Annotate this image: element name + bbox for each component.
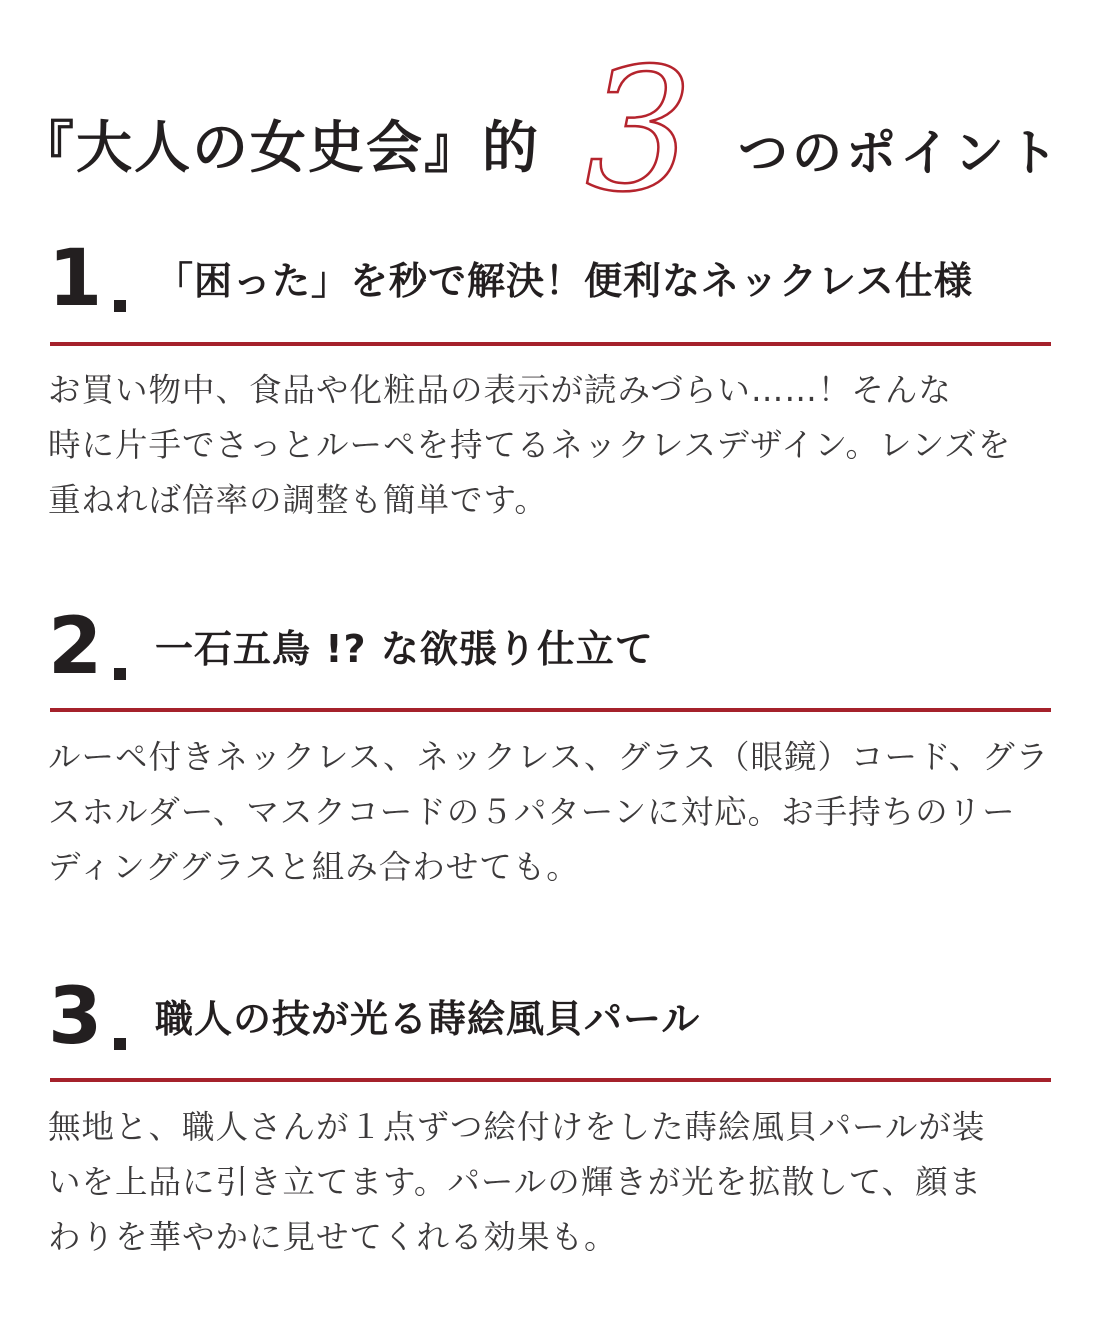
point-title: 「困った」を秒で解決！便利なネックレス仕様 [155,259,973,303]
point-body-line: 無地と、職人さんが１点ずつ絵付けをした蒔絵風貝パールが装 [48,1108,986,1146]
point-body [48,730,1058,895]
point-body-line: スホルダー、マスクコードの５パターンに対応。お手持ちのリー [48,793,1016,831]
point-number: 1 [48,234,103,324]
point-section-2 [0,602,1100,886]
point-body-line: 時に片手でさっとルーペを持てるネックレスデザイン。レンズを [48,426,1012,464]
point-body-line: ルーペ付きネックレス、ネックレス、グラス（眼鏡）コード、グラ [48,738,1050,776]
page-header [0,32,1100,230]
point-body-line: いを上品に引き立てます。パールの輝きが光を拡散して、顔ま [48,1163,983,1201]
point-title: 一石五鳥 !? な欲張り仕立て [155,627,654,671]
point-heading [0,234,1100,340]
header-title-number: 3 [585,32,694,230]
point-body-line: 重ねれば倍率の調整も簡単です。 [48,481,548,519]
point-divider [50,1078,1051,1082]
point-divider [50,342,1051,346]
point-divider [50,708,1051,712]
point-number-dot [114,668,126,680]
point-title: 職人の技が光る蒔絵風貝パール [155,997,701,1041]
point-heading [0,972,1100,1078]
header-title-left: 『大人の女史会』的 [18,115,540,181]
point-number: 2 [48,602,103,692]
point-body-line: お買い物中、食品や化粧品の表示が読みづらい……！そんな [48,371,952,409]
point-number: 3 [48,972,103,1062]
point-body-line: わりを華やかに見せてくれる効果も。 [48,1218,618,1256]
point-body [48,1100,1058,1265]
point-body [48,363,1058,528]
point-number-dot [114,300,126,312]
point-heading [0,602,1100,708]
point-section-1 [0,234,1100,519]
header-title-right: つのポイント [738,124,1062,182]
point-section-3 [0,972,1100,1256]
point-number-dot [114,1038,126,1050]
point-body-line: ディンググラスと組み合わせても。 [48,848,580,886]
